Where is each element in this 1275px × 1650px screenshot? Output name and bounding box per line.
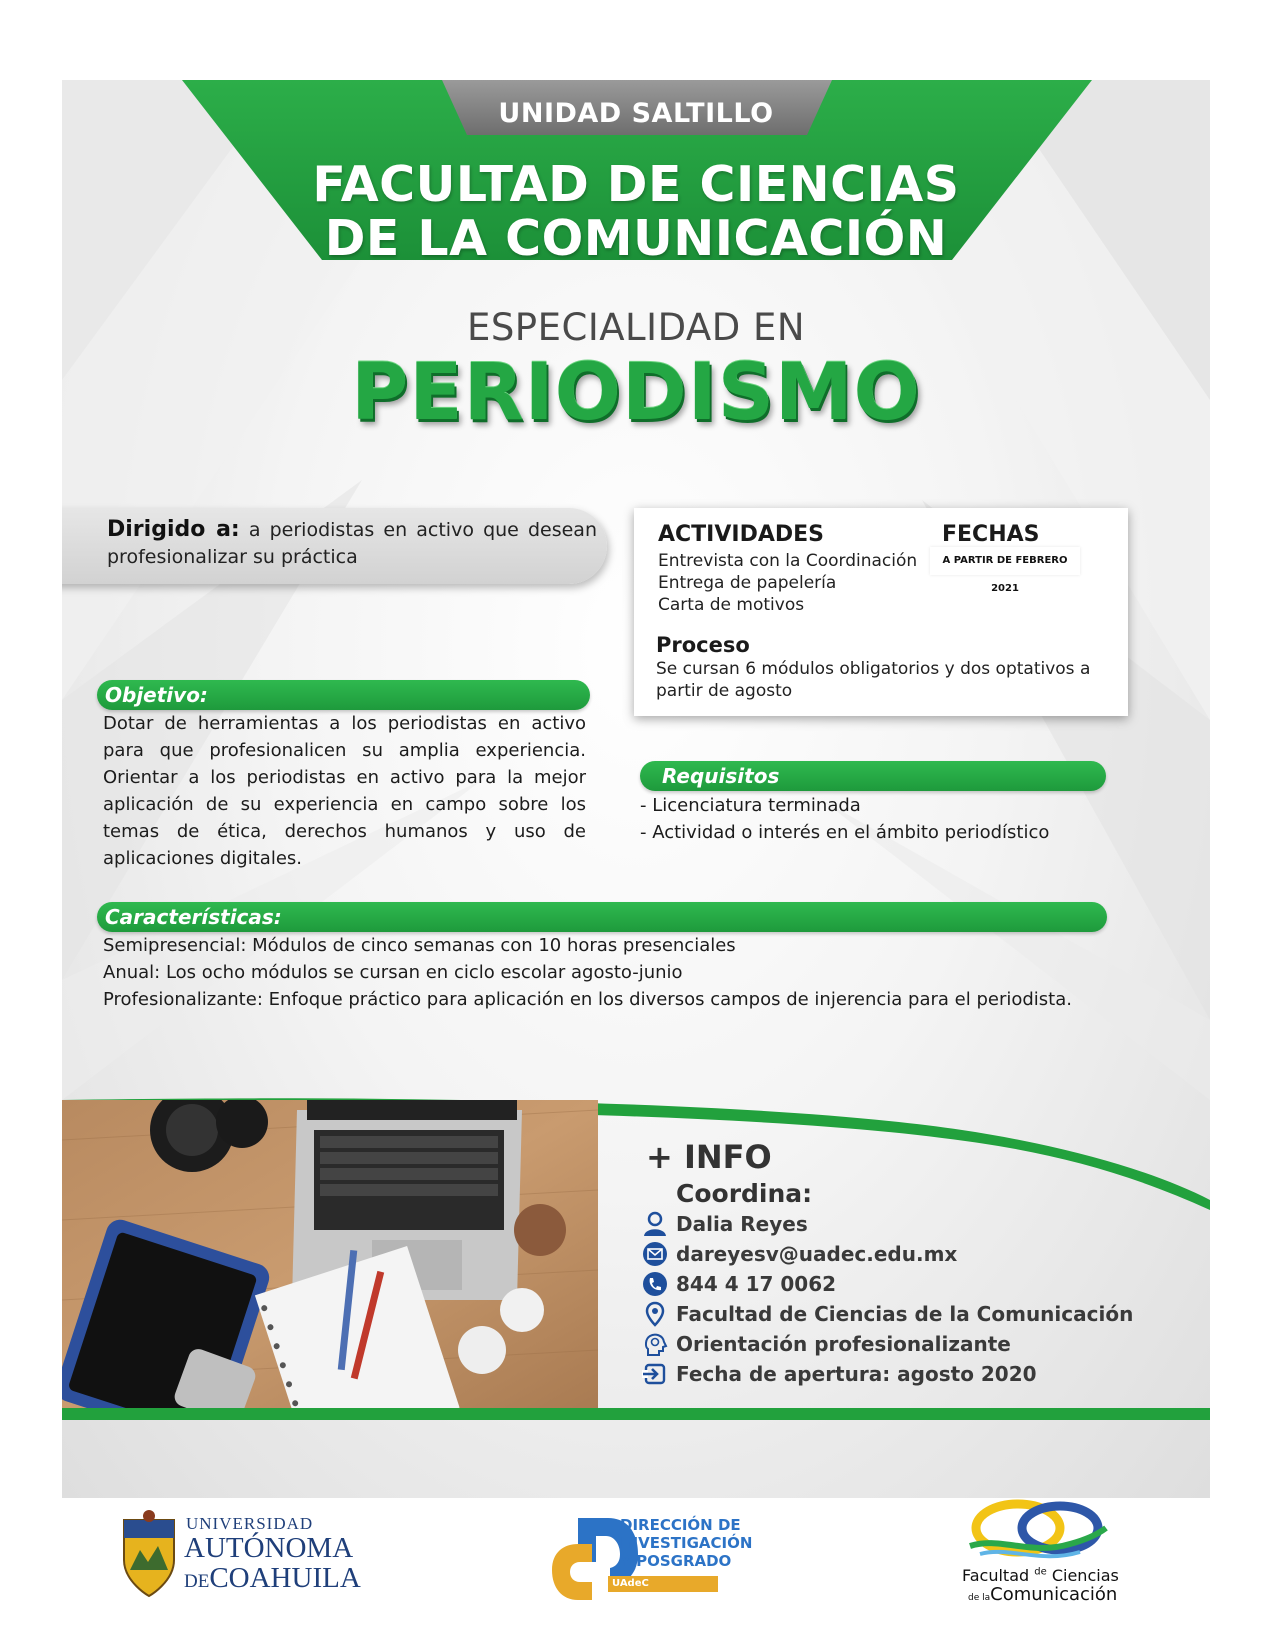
location-pin-icon [642,1301,668,1327]
actividades-heading: ACTIVIDADES [658,522,824,547]
fcc-line1-b: de [1034,1566,1047,1578]
proceso-heading: Proceso [656,633,750,657]
fcc-line1-a: Facultad [962,1566,1030,1585]
caracteristica-item: Anual: Los ocho módulos se cursan en ciclo escolar agosto-junio [103,962,683,983]
proceso-line2: partir de agosto [656,681,793,701]
fcc-emblem-icon [960,1498,1110,1566]
enter-arrow-icon [642,1361,668,1387]
info-row-email [642,1239,957,1269]
info-row-orientation [642,1329,1011,1359]
start-date-text: Fecha de apertura: agosto 2020 [676,1362,1037,1386]
coordinator-email[interactable]: dareyesv@uadec.edu.mx [676,1242,958,1266]
fechas-heading: FECHAS [942,522,1040,547]
caracteristicas-heading: Características: [97,902,1107,932]
desk-photo-illustration [62,1100,598,1408]
coordinator-phone[interactable]: 844 4 17 0062 [676,1272,837,1296]
actividad-item: Entrevista con la Coordinación [658,551,918,571]
dip-line1: DIRECCIÓN DE [620,1516,741,1534]
caracteristica-item: Semipresencial: Módulos de cinco semanas con 10 horas presenciales [103,935,736,956]
caracteristica-item: Profesionalizante: Enfoque práctico para aplicación en los diversos campos de injerencia para el periodista. [103,989,1072,1010]
faculty-title-line2: DE LA COMUNICACIÓN [324,210,948,267]
uadec-line3-prefix: DE [184,1571,210,1592]
uadec-line3-main: COAHUILA [209,1562,361,1594]
dirigido-text [107,516,597,571]
specialty-prefix: ESPECIALIDAD EN [466,306,806,349]
actividad-item: Carta de motivos [658,595,805,615]
specialty-title: PERIODISMO [351,348,921,438]
dip-line2: INVESTIGACIÓN [620,1534,753,1552]
uadec-logo [120,1510,370,1600]
faculty-title-line1: FACULTAD DE CIENCIAS [312,156,960,213]
uadec-line1: UNIVERSIDAD [186,1514,314,1533]
dirigido-label: Dirigido a: [107,517,240,542]
uadec-line3 [184,1562,361,1595]
coordina-label: Coordina: [676,1179,813,1208]
orientation-text: Orientación profesionalizante [676,1332,1011,1356]
requisitos-heading: Requisitos [640,761,1106,791]
poster [62,80,1210,1498]
unit-title: UNIDAD SALTILLO [498,98,774,129]
info-row-start-date [642,1359,1037,1389]
coordinator-name: Dalia Reyes [676,1212,808,1236]
email-icon [642,1241,668,1267]
dirigido-value: a periodistas en activo que desean profesionalizar su práctica [107,519,597,568]
uadec-line2: AUTÓNOMA [184,1532,354,1564]
fcc-line2 [968,1584,1117,1605]
info-row-location [642,1299,1133,1329]
actividad-item: Entrega de papelería [658,573,837,593]
head-idea-icon [642,1331,668,1357]
fcc-line1 [962,1566,1119,1585]
objetivo-heading: Objetivo: [97,680,590,710]
info-row-name [642,1209,808,1239]
fcc-line2-b: Comunicación [990,1584,1118,1605]
fcc-line2-a: de la [968,1593,991,1603]
faculty-title [62,158,1210,266]
fechas-value: A PARTIR DE FEBRERO 2021 [930,547,1080,575]
requisito-item: - Actividad o interés en el ámbito periodístico [640,822,1050,843]
dip-line3: Y POSGRADO [620,1552,732,1570]
dip-logo [548,1514,768,1604]
uadec-shield-icon [120,1510,178,1598]
info-title: + INFO [646,1138,772,1176]
location-text: Facultad de Ciencias de la Comunicación [676,1302,1134,1326]
fcc-line1-c: Ciencias [1051,1566,1119,1585]
footer-green-bar [62,1408,1210,1420]
proceso-line1: Se cursan 6 módulos obligatorios y dos optativos a [656,659,1091,679]
fcc-logo [960,1498,1119,1608]
dip-small-label: UAdeC [608,1576,718,1592]
dip-text [620,1516,752,1570]
info-row-phone [642,1269,836,1299]
phone-icon [642,1271,668,1297]
objetivo-text: Dotar de herramientas a los periodistas en activo para que profesionalicen su amplia experiencia. Orientar a los periodistas en activo para la mejor aplicación de su experiencia en campo sobre los temas de ética, derechos humanos y uso de aplicaciones digitales. [103,713,586,869]
requisito-item: - Licenciatura terminada [640,795,861,816]
desk-photo [62,1100,598,1408]
person-icon [642,1211,668,1237]
